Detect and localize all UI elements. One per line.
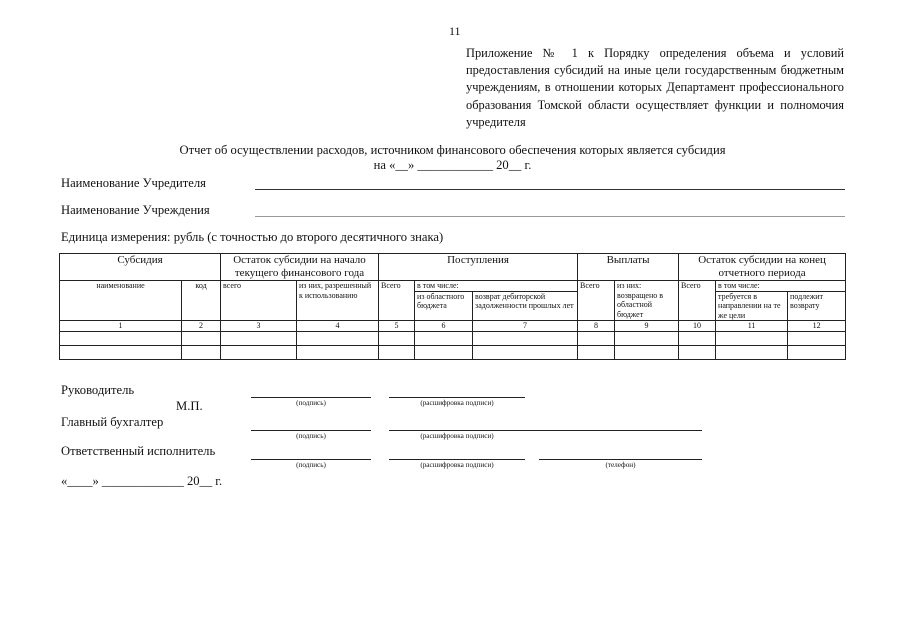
founder-line[interactable] bbox=[255, 189, 845, 190]
table-cell[interactable] bbox=[788, 331, 846, 345]
head-signature-line[interactable] bbox=[251, 397, 371, 398]
table-cell[interactable] bbox=[221, 345, 297, 359]
table-cell[interactable] bbox=[415, 345, 473, 359]
table-cell[interactable] bbox=[297, 345, 379, 359]
table-cell[interactable] bbox=[221, 331, 297, 345]
accountant-decoding-line[interactable] bbox=[389, 430, 702, 431]
table-cell[interactable] bbox=[473, 331, 578, 345]
subheader-total-start: всего bbox=[221, 281, 297, 321]
header-receipts: Поступления bbox=[379, 254, 578, 281]
header-balance-start: Остаток субсидии на начало текущего финансового года bbox=[221, 254, 379, 281]
bottom-date: «____» _____________ 20__ г. bbox=[61, 474, 223, 488]
table-cell[interactable] bbox=[615, 331, 679, 345]
column-number: 4 bbox=[297, 321, 379, 332]
founder-label: Наименование Учредителя bbox=[61, 176, 206, 190]
table-cell[interactable] bbox=[182, 345, 221, 359]
report-title: Отчет об осуществлении расходов, источником финансового обеспечения которых является субсидия bbox=[179, 143, 726, 157]
column-number: 6 bbox=[415, 321, 473, 332]
table-cell[interactable] bbox=[679, 331, 716, 345]
table-cell[interactable] bbox=[379, 331, 415, 345]
subheader-code: код bbox=[182, 281, 221, 321]
executor-signature-line[interactable] bbox=[251, 459, 371, 460]
subheader-receivables-return: возврат дебиторской задолженности прошлых лет bbox=[473, 291, 578, 321]
table-cell[interactable] bbox=[716, 345, 788, 359]
executor-signature-caption: (подпись) bbox=[296, 461, 326, 469]
column-number: 12 bbox=[788, 321, 846, 332]
column-number: 1 bbox=[60, 321, 182, 332]
subheader-total-end: Всего bbox=[679, 281, 716, 321]
appendix-note: Приложение № 1 к Порядку определения объема и условий предоставления субсидий на иные цели государственным бюджетным учреждениям, в отношении которых Департамент профессионального образования Томской области осуществляет функции и полномочия учредителя bbox=[466, 46, 844, 129]
subheader-from-regional-budget: из областного бюджета bbox=[415, 291, 473, 321]
executor-phone-line[interactable] bbox=[539, 459, 702, 460]
head-label: Руководитель bbox=[61, 383, 135, 397]
subheader-of-which-allowed: из них, разрешенный к использованию bbox=[297, 281, 379, 321]
table-header-row bbox=[60, 254, 846, 281]
table-cell[interactable] bbox=[60, 345, 182, 359]
report-date-line: на «__» ____________ 20__ г. bbox=[373, 158, 532, 172]
table-cell[interactable] bbox=[60, 331, 182, 345]
institution-label: Наименование Учреждения bbox=[61, 203, 210, 217]
table-cell[interactable] bbox=[379, 345, 415, 359]
column-number: 10 bbox=[679, 321, 716, 332]
subheader-returned-to-budget: из них: возвращено в областной бюджет bbox=[615, 281, 679, 321]
executor-label: Ответственный исполнитель bbox=[61, 444, 216, 458]
subheader-including-receipts: в том числе: bbox=[415, 281, 578, 292]
table-cell[interactable] bbox=[578, 345, 615, 359]
table-cell[interactable] bbox=[297, 331, 379, 345]
subheader-including-end: в том числе: bbox=[716, 281, 846, 292]
unit-label: Единица измерения: рубль (с точностью до второго десятичного знака) bbox=[61, 230, 444, 244]
header-payments: Выплаты bbox=[578, 254, 679, 281]
head-signature-caption: (подпись) bbox=[296, 399, 326, 407]
page-number: 11 bbox=[449, 24, 461, 38]
subheader-name: наименование bbox=[60, 281, 182, 321]
table-subheader-row bbox=[60, 281, 846, 292]
column-number: 2 bbox=[182, 321, 221, 332]
institution-line[interactable] bbox=[255, 216, 845, 217]
table-cell[interactable] bbox=[415, 331, 473, 345]
head-decoding-caption: (расшифровка подписи) bbox=[420, 399, 494, 407]
table-row bbox=[60, 331, 846, 345]
table-cell[interactable] bbox=[182, 331, 221, 345]
table-cell[interactable] bbox=[679, 345, 716, 359]
stamp-label: М.П. bbox=[176, 399, 203, 413]
accountant-decoding-caption: (расшифровка подписи) bbox=[420, 432, 494, 440]
subheader-total-payments: Всего bbox=[578, 281, 615, 321]
subheader-subject-to-return: подлежит возврату bbox=[788, 291, 846, 321]
executor-decoding-line[interactable] bbox=[389, 459, 525, 460]
table-cell[interactable] bbox=[716, 331, 788, 345]
chief-accountant-label: Главный бухгалтер bbox=[61, 415, 164, 429]
report-table bbox=[59, 253, 846, 360]
column-number: 5 bbox=[379, 321, 415, 332]
column-number: 3 bbox=[221, 321, 297, 332]
column-number: 11 bbox=[716, 321, 788, 332]
accountant-signature-caption: (подпись) bbox=[296, 432, 326, 440]
subheader-total-receipts: Всего bbox=[379, 281, 415, 321]
accountant-signature-line[interactable] bbox=[251, 430, 371, 431]
table-cell[interactable] bbox=[578, 331, 615, 345]
column-number: 8 bbox=[578, 321, 615, 332]
column-number: 7 bbox=[473, 321, 578, 332]
table-cell[interactable] bbox=[788, 345, 846, 359]
table-row bbox=[60, 345, 846, 359]
header-subsidy: Субсидия bbox=[60, 254, 221, 281]
subheader-required-same-purpose: требуется в направлении на те же цели bbox=[716, 291, 788, 321]
column-number-row bbox=[60, 321, 846, 332]
executor-decoding-caption: (расшифровка подписи) bbox=[420, 461, 494, 469]
header-balance-end: Остаток субсидии на конец отчетного периода bbox=[679, 254, 846, 281]
table-cell[interactable] bbox=[473, 345, 578, 359]
column-number: 9 bbox=[615, 321, 679, 332]
table-cell[interactable] bbox=[615, 345, 679, 359]
head-decoding-line[interactable] bbox=[389, 397, 525, 398]
executor-phone-caption: (телефон) bbox=[605, 461, 636, 469]
